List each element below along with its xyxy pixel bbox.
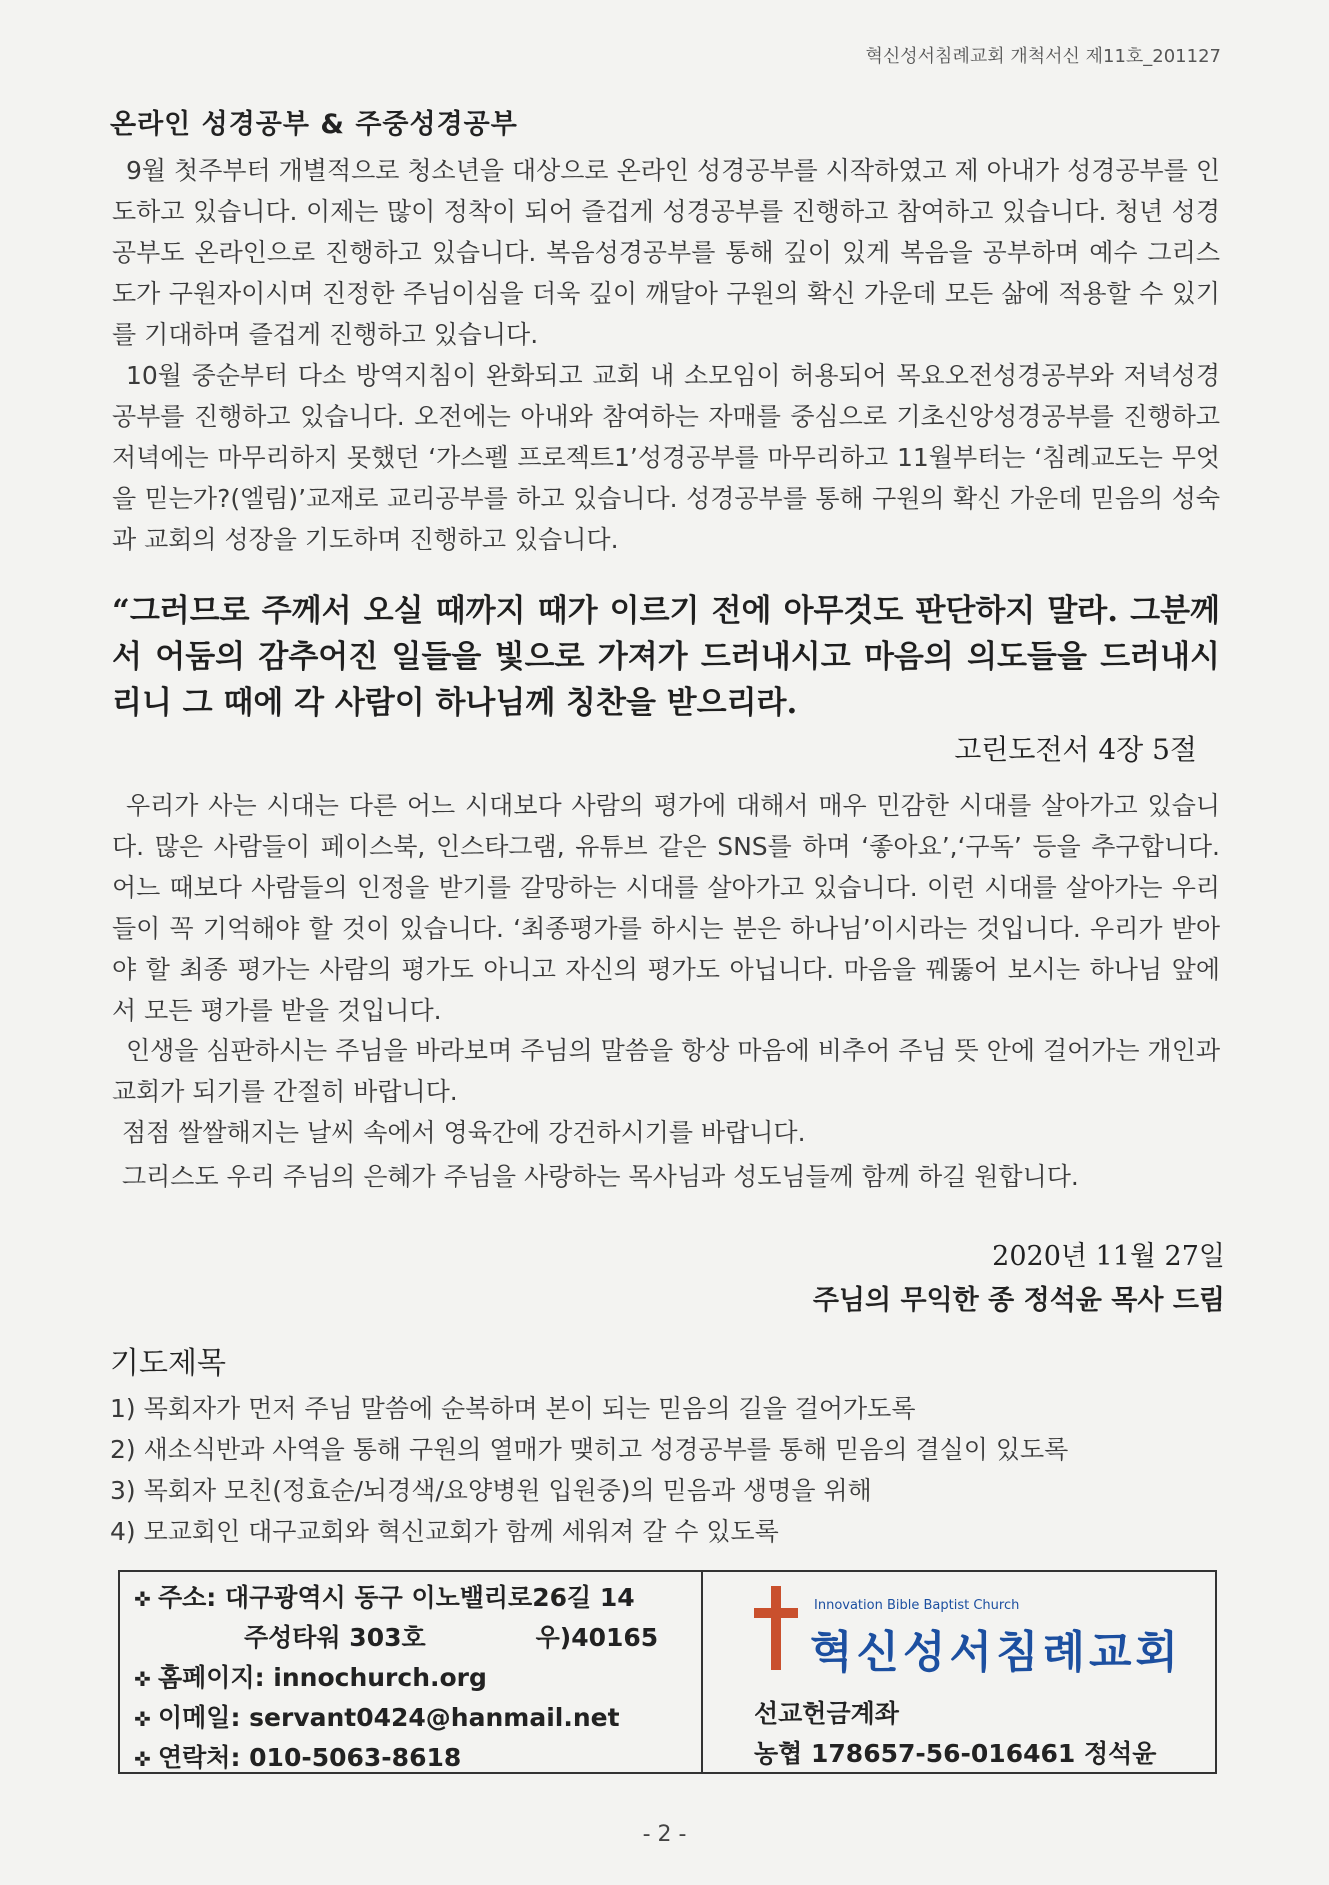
phone-number: 연락처: 010-5063-8618 bbox=[158, 1743, 462, 1772]
homepage-link[interactable]: 홈페이지: innochurch.org bbox=[158, 1663, 487, 1692]
phone-row bbox=[134, 1738, 694, 1778]
church-name-korean: 혁신성서침례교회 bbox=[810, 1627, 1183, 1678]
address-row bbox=[134, 1578, 694, 1618]
email-row[interactable] bbox=[134, 1698, 694, 1738]
closing-greeting: 점점 쌀쌀해지는 날씨 속에서 영육간에 강건하시기를 바랍니다. bbox=[122, 1118, 806, 1147]
paragraph-weekday-study: 10월 중순부터 다소 방역지침이 완화되고 교회 내 소모임이 허용되어 목요오전성경공부와 저녁성경공부를 진행하고 있습니다. 오전에는 아내와 참여하는 자매를 중심으로 기초신앙성경공부를 진행하고 저녁에는 마무리하지 못했던 ‘가스펠 프로젝트1’성경공부를 마무리하고 11월부터는 ‘침례교도는 무엇을 믿는가?(엘림)’교재로 교리공부를 하고 있습니다. 성경공부를 통해 구원의 확신 가운데 믿음의 성숙과 교회의 성장을 기도하며 진행하고 있습니다. bbox=[112, 361, 1220, 554]
cross-bullet-icon: ✜ bbox=[134, 1667, 151, 1691]
letter-signature: 주님의 무익한 종 정석윤 목사 드림 bbox=[812, 1285, 1225, 1316]
paragraph-walk: 인생을 심판하시는 주님을 바라보며 주님의 말씀을 항상 마음에 비추어 주님 뜻 안에 걸어가는 개인과 교회가 되기를 간절히 바랍니다. bbox=[112, 1036, 1220, 1106]
cross-logo-icon bbox=[754, 1586, 798, 1670]
prayer-title: 기도제목 bbox=[110, 1346, 226, 1381]
church-branding bbox=[730, 1572, 1210, 1772]
address-line2: 주성타워 303호 bbox=[244, 1623, 426, 1652]
address-line1: 주소: 대구광역시 동구 이노밸리로26길 14 bbox=[158, 1583, 635, 1612]
prayer-item: 4) 모교회인 대구교회와 혁신교회가 함께 세워져 갈 수 있도록 bbox=[110, 1517, 779, 1546]
prayer-list bbox=[110, 1388, 1230, 1552]
zip-code: 우)40165 bbox=[535, 1623, 659, 1652]
scripture-quote: “그러므로 주께서 오실 때까지 때가 이르기 전에 아무것도 판단하지 말라. 그분께서 어둠의 감추어진 일들을 빛으로 가져가 드러내시고 마음의 의도들을 드러내시리니 그 때에 각 사람이 하나님께 칭찬을 받으리라. bbox=[112, 593, 1220, 721]
closing-blessing: 그리스도 우리 주님의 은혜가 주님을 사랑하는 목사님과 성도님들께 함께 하길 원합니다. bbox=[122, 1162, 1079, 1191]
cross-bullet-icon: ✜ bbox=[134, 1587, 151, 1611]
prayer-item: 2) 새소식반과 사역을 통해 구원의 열매가 맺히고 성경공부를 통해 믿음의 결실이 있도록 bbox=[110, 1435, 1069, 1464]
email-link[interactable]: 이메일: servant0424@hanmail.net bbox=[158, 1703, 620, 1732]
contact-info-box bbox=[118, 1570, 1217, 1774]
contact-details bbox=[134, 1578, 694, 1778]
account-label: 선교헌금계좌 bbox=[754, 1699, 899, 1728]
address-row-2 bbox=[134, 1618, 694, 1658]
homepage-row[interactable] bbox=[134, 1658, 694, 1698]
section-title: 온라인 성경공부 & 주중성경공부 bbox=[110, 109, 518, 140]
prayer-item: 1) 목회자가 먼저 주님 말씀에 순복하며 본이 되는 믿음의 길을 걸어가도록 bbox=[110, 1394, 916, 1423]
paragraph-evaluation: 우리가 사는 시대는 다른 어느 시대보다 사람의 평가에 대해서 매우 민감한 시대를 살아가고 있습니다. 많은 사람들이 페이스북, 인스타그램, 유튜브 같은 SNS를 하며 ‘좋아요’,‘구독’ 등을 추구합니다. 어느 때보다 사람들의 인정을 받기를 갈망하는 시대를 살아가고 있습니다. 이런 시대를 살아가는 우리들이 꼭 기억해야 할 것이 있습니다. ‘최종평가를 하시는 분은 하나님’이시라는 것입니다. 우리가 받아야 할 최종 평가는 사람의 평가도 아니고 자신의 평가도 아닙니다. 마음을 꿰뚫어 보시는 하나님 앞에서 모든 평가를 받을 것입니다. bbox=[112, 791, 1220, 1025]
cross-bullet-icon: ✜ bbox=[134, 1707, 151, 1731]
account-number: 농협 178657-56-016461 정석윤 bbox=[754, 1739, 1157, 1768]
prayer-item: 3) 목회자 모친(정효순/뇌경색/요양병원 입원중)의 믿음과 생명을 위해 bbox=[110, 1476, 872, 1505]
letter-date: 2020년 11월 27일 bbox=[992, 1241, 1225, 1272]
church-name-english: Innovation Bible Baptist Church bbox=[814, 1598, 1020, 1613]
newsletter-reference: 혁신성서침례교회 개척서신 제11호_201127 bbox=[865, 46, 1221, 67]
page-number: - 2 - bbox=[642, 1822, 687, 1847]
box-divider bbox=[701, 1572, 703, 1772]
scripture-reference: 고린도전서 4장 5절 bbox=[954, 733, 1197, 766]
paragraph-online-study: 9월 첫주부터 개별적으로 청소년을 대상으로 온라인 성경공부를 시작하였고 제 아내가 성경공부를 인도하고 있습니다. 이제는 많이 정착이 되어 즐겁게 성경공부를 진행하고 참여하고 있습니다. 청년 성경공부도 온라인으로 진행하고 있습니다. 복음성경공부를 통해 깊이 있게 복음을 공부하며 예수 그리스도가 구원자이시며 진정한 주님이심을 더욱 깊이 깨달아 구원의 확신 가운데 모든 삶에 적용할 수 있기를 기대하며 즐겁게 진행하고 있습니다. bbox=[112, 156, 1220, 349]
cross-bullet-icon: ✜ bbox=[134, 1747, 151, 1771]
